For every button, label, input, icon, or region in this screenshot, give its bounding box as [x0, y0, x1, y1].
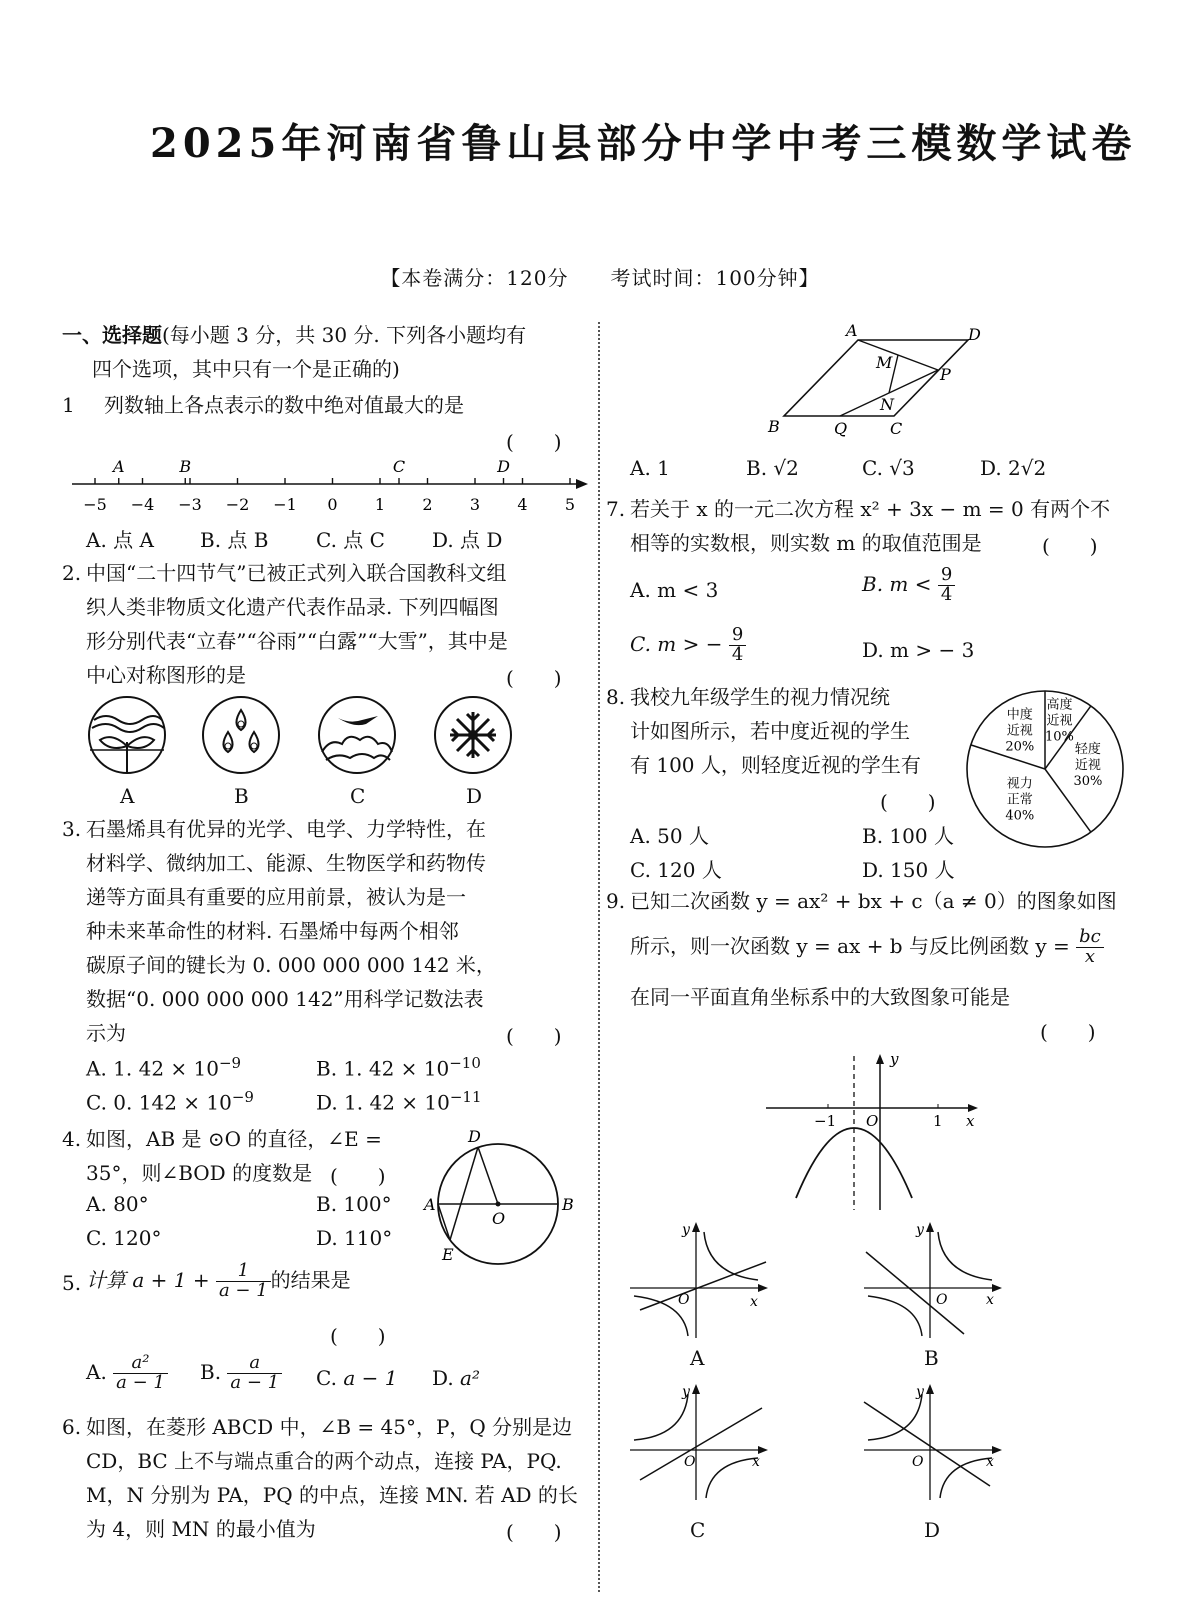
pie-slice-percent: 40% — [1005, 808, 1035, 824]
fig4-label-a: A — [424, 1195, 436, 1214]
q6-option-a: A. 1 — [630, 456, 670, 480]
q7-answer-paren: ( ) — [1042, 534, 1098, 558]
q8-option-a: A. 50 人 — [630, 824, 709, 848]
graph-a-o: O — [678, 1292, 690, 1308]
number-line-point-label: B — [179, 457, 192, 476]
q9-frac-num: bc — [1076, 928, 1104, 948]
number-line-arrow — [576, 479, 588, 489]
q3-option-b — [316, 1054, 481, 1081]
number-line-tick-label: 3 — [469, 495, 481, 514]
page-title: 2025年河南省鲁山县部分中学中考三模数学试卷 — [150, 120, 1137, 167]
daxue-emblem — [432, 694, 514, 776]
q8-line-1: 我校九年级学生的视力情况统 — [630, 685, 890, 709]
number-line-points — [111, 457, 510, 484]
pie-slice-percent: 30% — [1073, 774, 1103, 789]
graph-a-x: x — [750, 1294, 758, 1310]
q2-label-d: D — [466, 784, 483, 808]
q6-number: 6. — [62, 1415, 82, 1439]
q3-option-a — [86, 1054, 241, 1081]
pie-slice-name-1: 中度 — [1006, 707, 1033, 723]
q2-line-4: 中心对称图形的是 — [86, 663, 246, 687]
q7-option-a: A. m < 3 — [630, 578, 719, 602]
q8-option-b: B. 100 人 — [862, 824, 954, 848]
q3-option-a-exp: −9 — [218, 1054, 242, 1072]
graph-b-o: O — [936, 1292, 948, 1308]
column-divider — [598, 322, 600, 1592]
q5-stem-post: 的结果是 — [270, 1267, 351, 1292]
q7-option-b-frac — [938, 566, 955, 605]
q2-line-2: 织人类非物质文化遗产代表作品录. 下列四幅图 — [86, 595, 499, 619]
q3-line-4: 种未来革命性的材料. 石墨烯中每两个相邻 — [86, 919, 459, 943]
q3-line-2: 材料学、微纳加工、能源、生物医学和药物传 — [86, 851, 486, 875]
fig4-label-o: O — [492, 1209, 506, 1228]
q3-option-d-exp: −11 — [449, 1088, 482, 1106]
pie-slice-name-1: 高度 — [1046, 697, 1073, 713]
q3-option-c — [86, 1088, 254, 1115]
q1-answer-paren: ( ) — [506, 430, 562, 454]
fig6-label-c: C — [890, 419, 903, 438]
q5-option-a-frac — [113, 1354, 168, 1393]
q4-line-2: 35°，则∠BOD 的度数是 — [86, 1161, 313, 1185]
pie-slice-percent: 20% — [1005, 739, 1035, 755]
q9-line-2 — [630, 928, 1104, 967]
number-line-tick-label: 4 — [517, 495, 528, 514]
pie-slice-label — [1005, 776, 1034, 824]
parabola-x-label: x — [966, 1112, 975, 1130]
q9-answer-paren: ( ) — [1040, 1020, 1096, 1044]
graph-c-o: O — [684, 1454, 696, 1470]
exam-info: 【本卷满分：120分 考试时间：100分钟】 — [380, 266, 820, 290]
q3-option-b-text: B. 1. 42 × 10 — [316, 1056, 450, 1081]
q8-number: 8. — [606, 685, 626, 709]
q5-option-a-num: a² — [113, 1354, 168, 1374]
number-line-tick-label: 5 — [564, 495, 576, 514]
q2-label-b: B — [234, 784, 249, 808]
q7-option-c — [630, 626, 746, 665]
q5-option-a-den: a − 1 — [116, 1371, 165, 1393]
q5-option-c-letter: C. — [316, 1366, 337, 1390]
number-line-point-label: D — [497, 457, 510, 476]
q3-option-a-text: A. 1. 42 × 10 — [86, 1056, 219, 1081]
q9-number: 9. — [606, 889, 626, 913]
section-heading-label: 一、选择题 — [62, 323, 162, 347]
q1-option-c: C. 点 C — [316, 528, 385, 552]
number-line-tick-label: −4 — [130, 495, 155, 514]
q3-line-6: 数据“0. 000 000 000 142”用科学记数法表 — [86, 987, 484, 1011]
number-line-figure — [60, 452, 590, 524]
pie-slice-name-2: 正常 — [1006, 792, 1033, 808]
q2-label-c: C — [350, 784, 366, 808]
graph-d-x: x — [986, 1454, 994, 1470]
section-heading — [62, 318, 526, 352]
graph-b-x: x — [986, 1292, 994, 1308]
pie-slice-name-1: 轻度 — [1074, 742, 1101, 757]
q5-option-a-letter: A. — [86, 1359, 107, 1384]
q9-label-a: A — [690, 1346, 705, 1370]
q7-option-b-num: 9 — [938, 566, 955, 586]
graph-a-y: y — [682, 1222, 690, 1238]
parabola-origin-label: O — [866, 1112, 879, 1130]
q6-option-d: D. 2√2 — [980, 456, 1047, 480]
graph-d-o: O — [912, 1454, 924, 1470]
fig6-label-b: B — [768, 417, 780, 436]
graph-c-x: x — [752, 1454, 760, 1470]
q8-answer-paren: ( ) — [880, 790, 936, 814]
number-line-tick-label: −5 — [83, 495, 107, 514]
q3-option-b-exp: −10 — [449, 1054, 481, 1072]
q2-answer-paren: ( ) — [506, 666, 562, 690]
number-line-tick-label: 2 — [422, 495, 433, 514]
q9-graph-a — [626, 1218, 776, 1342]
fig4-label-d: D — [468, 1127, 481, 1146]
q4-option-d: D. 110° — [316, 1226, 393, 1250]
q9-line-1: 已知二次函数 y = ax² + bx + c（a ≠ 0）的图象如图 — [630, 889, 1117, 913]
pie-slice-name-1: 视力 — [1006, 776, 1033, 792]
pie-slice-label — [1045, 696, 1074, 744]
pie-slice-name-2: 近视 — [1074, 758, 1101, 773]
q5-expr: 计算 a + 1 + — [86, 1267, 216, 1292]
q3-option-d — [316, 1088, 482, 1115]
pie-slice-label — [1073, 741, 1102, 789]
q5-option-c — [316, 1366, 397, 1390]
parabola-one-label: 1 — [933, 1112, 943, 1130]
rhombus-figure — [760, 318, 1000, 442]
q7-option-c-pre: C. m > − — [630, 631, 729, 656]
lichun-emblem — [86, 694, 168, 776]
q2-line-3: 形分别代表“立春”“谷雨”“白露”“大雪”，其中是 — [86, 629, 508, 653]
bailu-emblem — [316, 694, 398, 776]
graph-d-y: y — [916, 1384, 924, 1400]
q7-option-b-den: 4 — [940, 583, 953, 605]
q6-option-c: C. √3 — [862, 456, 915, 480]
q3-option-d-text: D. 1. 42 × 10 — [316, 1090, 450, 1115]
q3-option-c-text: C. 0. 142 × 10 — [86, 1090, 232, 1115]
q9-label-c: C — [690, 1518, 706, 1542]
q5-option-d-text: a² — [460, 1366, 480, 1390]
number-line-tick-label: 1 — [374, 495, 386, 514]
q1-option-a: A. 点 A — [86, 528, 154, 552]
number-line-tick-label: 0 — [327, 495, 338, 514]
fig6-label-n: N — [880, 395, 894, 414]
q4-number: 4. — [62, 1127, 82, 1151]
q5-stem — [86, 1262, 351, 1301]
q6-line-1: 如图，在菱形 ABCD 中，∠B = 45°，P，Q 分别是边 — [86, 1415, 573, 1439]
q1-option-d: D. 点 D — [432, 528, 503, 552]
q3-line-1: 石墨烯具有优异的光学、电学、力学特性，在 — [86, 817, 486, 841]
q1-option-b: B. 点 B — [200, 528, 269, 552]
q3-number: 3. — [62, 817, 82, 841]
q2-line-1: 中国“二十四节气”已被正式列入联合国教科文组 — [86, 561, 507, 585]
q5-option-d-letter: D. — [432, 1366, 454, 1390]
pie-slice-name-2: 近视 — [1006, 723, 1033, 739]
q5-frac-den: a − 1 — [218, 1279, 268, 1301]
parabola-y-label: y — [890, 1050, 899, 1068]
fig6-label-q: Q — [834, 419, 848, 438]
pie-slice-name-2: 近视 — [1046, 713, 1073, 729]
q7-option-c-den: 4 — [731, 643, 744, 665]
q9-frac-den: x — [1084, 945, 1095, 967]
q6-option-b: B. √2 — [746, 456, 799, 480]
fig6-label-a: A — [846, 321, 858, 340]
q9-graph-d — [860, 1380, 1010, 1504]
q5-option-b-letter: B. — [200, 1359, 222, 1384]
q3-answer-paren: ( ) — [506, 1024, 562, 1048]
circle-figure — [420, 1124, 580, 1268]
number-line-tick-label: −2 — [225, 495, 250, 514]
q8-line-2: 计如图所示，若中度近视的学生 — [630, 719, 910, 743]
q9-label-d: D — [924, 1518, 941, 1542]
fig6-label-m: M — [876, 353, 893, 372]
q8-option-d: D. 150 人 — [862, 858, 955, 882]
q9-line-3: 在同一平面直角坐标系中的大致图象可能是 — [630, 985, 1010, 1009]
vision-pie-chart — [960, 686, 1130, 852]
q6-line-3: M，N 分别为 PA，PQ 的中点，连接 MN. 若 AD 的长 — [86, 1483, 578, 1507]
q5-option-d — [432, 1366, 480, 1390]
q7-option-c-num: 9 — [729, 626, 746, 646]
q5-option-c-text: a − 1 — [343, 1366, 398, 1390]
section-note-2: 四个选项，其中只有一个是正确的) — [92, 357, 400, 381]
guyu-emblem — [200, 694, 282, 776]
q3-line-5: 碳原子间的键长为 0. 000 000 000 142 米， — [86, 953, 496, 977]
q7-option-d: D. m > − 3 — [862, 638, 975, 662]
q5-option-b — [200, 1354, 282, 1393]
q4-option-a: A. 80° — [86, 1192, 149, 1216]
q6-answer-paren: ( ) — [506, 1520, 562, 1544]
section-note-1: (每小题 3 分，共 30 分. 下列各小题均有 — [162, 323, 527, 347]
q3-line-7: 示为 — [86, 1021, 126, 1045]
number-line-point-label: C — [392, 457, 406, 476]
q5-option-b-den: a − 1 — [230, 1371, 280, 1393]
q7-line-1: 若关于 x 的一元二次方程 x² + 3x − m = 0 有两个不 — [630, 497, 1111, 521]
number-line-point-label: A — [112, 457, 125, 476]
q4-option-b: B. 100° — [316, 1192, 392, 1216]
pie-slice-percent: 10% — [1045, 729, 1074, 745]
q8-option-c: C. 120 人 — [630, 858, 722, 882]
q3-line-3: 递等方面具有重要的应用前景，被认为是一 — [86, 885, 466, 909]
q4-answer-paren: ( ) — [330, 1164, 386, 1188]
q4-option-c: C. 120° — [86, 1226, 162, 1250]
q7-option-b-pre: B. m < — [862, 571, 938, 596]
graph-c-y: y — [682, 1384, 690, 1400]
fig6-label-d: D — [968, 325, 981, 344]
q8-line-3: 有 100 人，则轻度近视的学生有 — [630, 753, 921, 777]
q6-line-2: CD，BC 上不与端点重合的两个动点，连接 PA，PQ. — [86, 1449, 562, 1473]
q5-answer-paren: ( ) — [330, 1324, 386, 1348]
parabola-figure — [760, 1048, 990, 1218]
fig4-label-b: B — [562, 1195, 574, 1214]
q6-line-4: 为 4，则 MN 的最小值为 — [86, 1517, 316, 1541]
q1-stem: 列数轴上各点表示的数中绝对值最大的是 — [104, 393, 464, 417]
fig6-label-p: P — [940, 365, 951, 384]
pie-slice-label — [1005, 706, 1034, 754]
q3-option-c-exp: −9 — [231, 1088, 254, 1106]
number-line-tick-label: −3 — [178, 495, 202, 514]
q9-graph-b — [860, 1218, 1010, 1342]
number-line-tick-label: −1 — [273, 495, 297, 514]
graph-b-y: y — [916, 1222, 924, 1238]
q5-option-a — [86, 1354, 168, 1393]
q2-label-a: A — [120, 784, 135, 808]
q5-option-b-frac — [227, 1354, 282, 1393]
q5-frac-num: 1 — [216, 1262, 271, 1282]
q7-option-c-frac — [729, 626, 746, 665]
parabola-neg1-label: −1 — [814, 1112, 837, 1130]
q5-number: 5. — [62, 1271, 82, 1295]
q9-graph-c — [626, 1380, 776, 1504]
q7-number: 7. — [606, 497, 626, 521]
q5-option-b-num: a — [227, 1354, 282, 1374]
q9-line-2-text: 所示，则一次函数 y = ax + b 与反比例函数 y = — [630, 933, 1077, 958]
q9-label-b: B — [924, 1346, 939, 1370]
fig4-label-e: E — [442, 1245, 454, 1264]
q1-number: 1 — [62, 393, 75, 417]
q5-fraction — [216, 1262, 271, 1301]
q9-fraction — [1076, 928, 1104, 967]
q2-number: 2. — [62, 561, 82, 585]
q7-line-2: 相等的实数根，则实数 m 的取值范围是 — [630, 531, 982, 555]
q7-option-b — [862, 566, 955, 605]
q4-line-1: 如图，AB 是 ⊙O 的直径，∠E = — [86, 1127, 382, 1151]
